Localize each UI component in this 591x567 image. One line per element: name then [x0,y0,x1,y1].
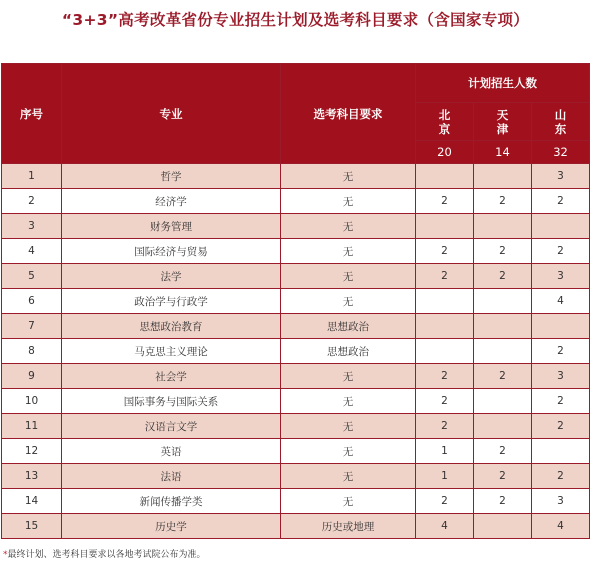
table-row [2,489,590,514]
total-tianjin: 14 [474,141,532,164]
cell-index: 4 [2,239,62,264]
cell-tianjin: 2 [474,489,532,514]
province-char: 京 [438,121,451,136]
cell-major: 社会学 [62,364,281,389]
cell-index: 15 [2,514,62,539]
cell-tianjin: 2 [474,439,532,464]
cell-beijing [416,339,474,364]
province-char: 山 [554,107,567,122]
cell-major: 财务管理 [62,214,281,239]
cell-beijing [416,289,474,314]
cell-major: 法语 [62,464,281,489]
cell-major: 马克思主义理论 [62,339,281,364]
province-char: 北 [438,107,451,122]
cell-requirement: 无 [281,239,416,264]
total-shandong: 32 [532,141,590,164]
province-char: 东 [554,121,567,136]
page-title: “3+3”高考改革省份专业招生计划及选考科目要求（含国家专项） [61,11,530,29]
cell-major: 汉语言文学 [62,414,281,439]
header-plan: 计划招生人数 [416,64,590,103]
cell-tianjin: 2 [474,189,532,214]
cell-major: 国际经济与贸易 [62,239,281,264]
cell-beijing: 2 [416,414,474,439]
cell-index: 13 [2,464,62,489]
cell-index: 6 [2,289,62,314]
cell-major: 新闻传播学类 [62,489,281,514]
footnote [3,547,206,560]
cell-shandong: 2 [532,339,590,364]
cell-requirement: 思想政治 [281,339,416,364]
cell-beijing: 2 [416,364,474,389]
table-row [2,414,590,439]
cell-major: 历史学 [62,514,281,539]
cell-major: 思想政治教育 [62,314,281,339]
cell-requirement: 思想政治 [281,314,416,339]
cell-index: 12 [2,439,62,464]
cell-tianjin [474,339,532,364]
cell-major: 经济学 [62,189,281,214]
cell-shandong: 2 [532,464,590,489]
header-requirement: 选考科目要求 [281,64,416,164]
cell-requirement: 无 [281,214,416,239]
cell-shandong: 2 [532,389,590,414]
cell-index: 3 [2,214,62,239]
cell-index: 10 [2,389,62,414]
table-row [2,289,590,314]
table-row [2,439,590,464]
cell-requirement: 无 [281,414,416,439]
table-row [2,464,590,489]
cell-shandong: 4 [532,289,590,314]
cell-shandong: 3 [532,364,590,389]
cell-beijing: 2 [416,389,474,414]
cell-index: 14 [2,489,62,514]
table-row [2,389,590,414]
cell-index: 5 [2,264,62,289]
header-province-beijing [416,103,474,141]
table-row [2,514,590,539]
cell-tianjin: 2 [474,264,532,289]
cell-beijing: 2 [416,189,474,214]
province-char: 天 [496,107,509,122]
cell-shandong: 3 [532,164,590,189]
table-row [2,189,590,214]
cell-shandong: 3 [532,489,590,514]
cell-requirement: 无 [281,439,416,464]
cell-index: 7 [2,314,62,339]
cell-requirement: 无 [281,289,416,314]
cell-major: 国际事务与国际关系 [62,389,281,414]
footnote-text: 最终计划、选考科目要求以各地考试院公布为准。 [7,550,206,560]
table-row [2,314,590,339]
cell-shandong [532,439,590,464]
cell-major: 哲学 [62,164,281,189]
cell-major: 英语 [62,439,281,464]
cell-requirement: 历史或地理 [281,514,416,539]
cell-tianjin [474,289,532,314]
table-row [2,364,590,389]
cell-beijing [416,164,474,189]
cell-tianjin [474,164,532,189]
header-index: 序号 [2,64,62,164]
header-province-tianjin [474,103,532,141]
cell-beijing: 1 [416,464,474,489]
cell-shandong: 2 [532,414,590,439]
cell-requirement: 无 [281,489,416,514]
cell-beijing [416,314,474,339]
cell-tianjin [474,389,532,414]
cell-tianjin: 2 [474,364,532,389]
cell-tianjin [474,214,532,239]
cell-tianjin: 2 [474,239,532,264]
cell-index: 8 [2,339,62,364]
table-row [2,214,590,239]
cell-requirement: 无 [281,164,416,189]
cell-beijing: 2 [416,489,474,514]
table-row [2,339,590,364]
cell-tianjin [474,514,532,539]
cell-requirement: 无 [281,389,416,414]
cell-major: 法学 [62,264,281,289]
cell-requirement: 无 [281,189,416,214]
header-province-shandong [532,103,590,141]
cell-shandong [532,314,590,339]
cell-beijing: 2 [416,239,474,264]
table-row [2,264,590,289]
cell-index: 2 [2,189,62,214]
cell-beijing: 1 [416,439,474,464]
cell-beijing: 4 [416,514,474,539]
cell-shandong [532,214,590,239]
table-row [2,239,590,264]
cell-shandong: 4 [532,514,590,539]
cell-index: 1 [2,164,62,189]
cell-tianjin [474,314,532,339]
cell-index: 9 [2,364,62,389]
cell-major: 政治学与行政学 [62,289,281,314]
footnote-star: * [3,550,8,560]
cell-shandong: 3 [532,264,590,289]
header-major: 专业 [62,64,281,164]
table-row [2,164,590,189]
cell-index: 11 [2,414,62,439]
cell-shandong: 2 [532,189,590,214]
cell-tianjin [474,414,532,439]
cell-beijing [416,214,474,239]
province-char: 津 [496,121,509,136]
cell-shandong: 2 [532,239,590,264]
cell-requirement: 无 [281,464,416,489]
cell-requirement: 无 [281,364,416,389]
enrollment-plan-table [1,63,590,539]
cell-requirement: 无 [281,264,416,289]
table-body [2,164,590,539]
cell-beijing: 2 [416,264,474,289]
cell-tianjin: 2 [474,464,532,489]
total-beijing: 20 [416,141,474,164]
